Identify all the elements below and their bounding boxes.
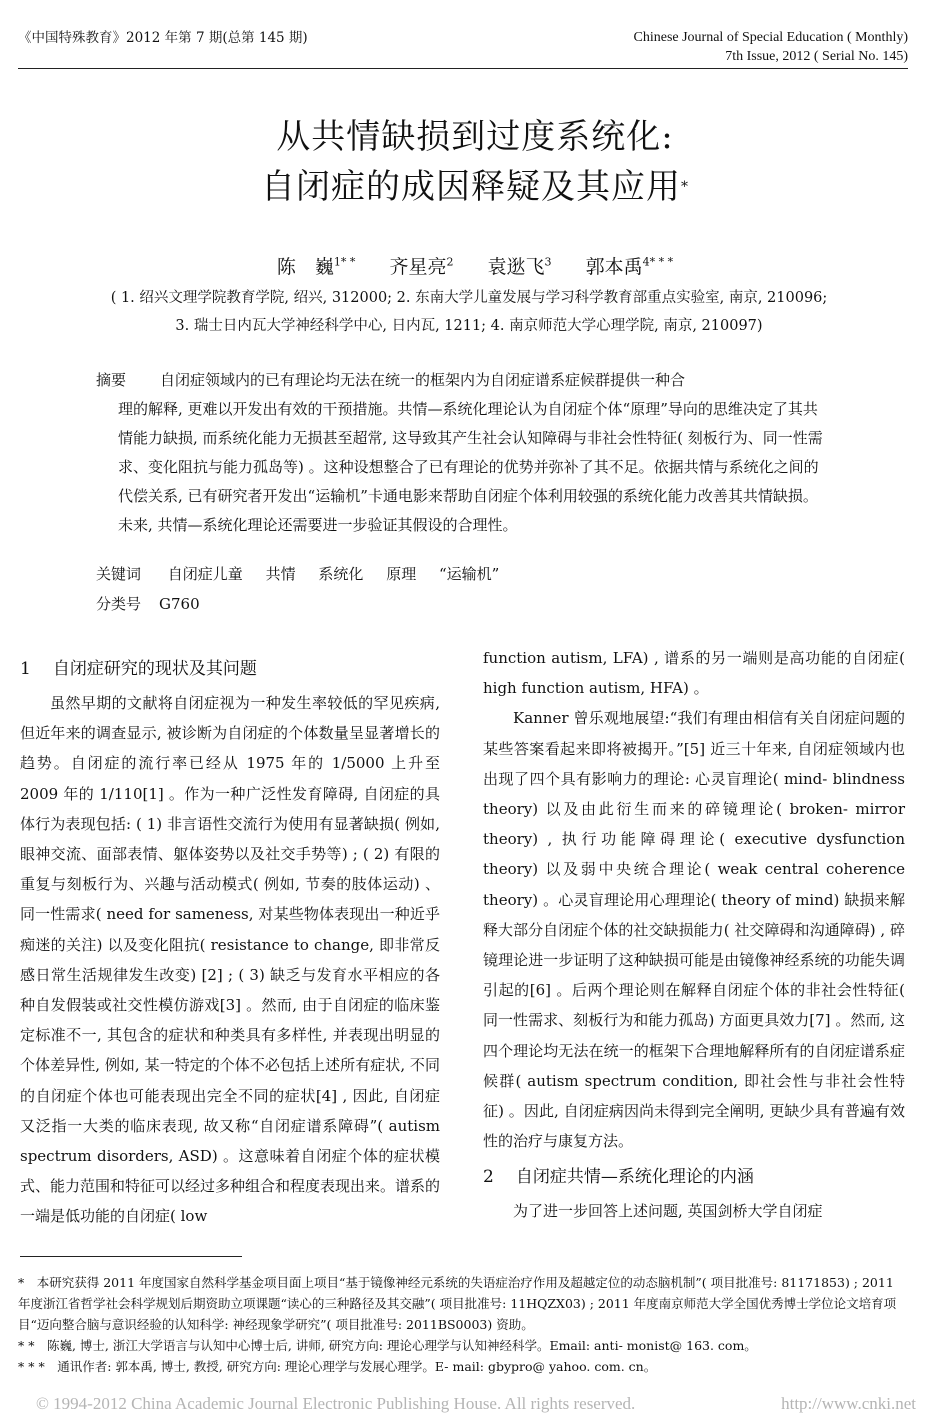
journal-name-en-line1: Chinese Journal of Special Education ( Monthly) xyxy=(633,30,908,45)
footnote: * * 陈巍, 博士, 浙江大学语言与认知中心博士后, 讲师, 研究方向: 理论心理学与认知神经科学。Email: anti- monist@ 163. com。 xyxy=(18,1338,757,1353)
copyright-watermark xyxy=(36,1394,916,1414)
watermark-url: http://www.cnki.net xyxy=(781,1394,916,1413)
affiliations xyxy=(24,284,914,340)
keyword: 原理 xyxy=(386,565,417,583)
article-title xyxy=(0,112,950,212)
footnote: * 本研究获得 2011 年度国家自然科学基金项目面上项目“基于镜像神经元系统的失语症治疗作用及超越定位的动态脑机制”( 项目批准号: 81171853) ; 2011 年度浙江省哲学社会科学规划后期资助立项课题“读心的三种路径及其交融”( 项目批准号: 11HQZX03) ; 2011 年度南京师范大学全国优秀博士学位论文培育项目“迈向整合脑与意识经验的认知科学: 神经现象学研究”( 项目批准号: 2011BS0003) 资助。 xyxy=(18,1275,897,1332)
title-footnote-mark: * xyxy=(681,179,689,195)
journal-name-cn: 《中国特殊教育》2012 年第 7 期(总第 145 期) xyxy=(18,30,308,46)
abstract-text-first: 自闭症领域内的已有理论均无法在统一的框架内为自闭症谱系症候群提供一种合 xyxy=(160,371,686,389)
right-column xyxy=(483,643,905,1227)
author: 齐星亮$^2$ xyxy=(389,255,454,278)
running-header xyxy=(18,0,908,69)
author: 陈 巍$^{1* *}$ xyxy=(276,255,356,278)
classification-code: G760 xyxy=(159,595,200,613)
author: 袁逖飞$^3$ xyxy=(487,255,552,278)
title-line-2-text: 自闭症的成因释疑及其应用 xyxy=(261,167,681,207)
body-paragraph: Kanner 曾乐观地展望:“我们有理由相信有关自闭症问题的某些答案看起来即将被揭开。”[5] 近三十年来, 自闭症领域内也出现了四个具有影响力的理论: 心灵盲理论( mind- blindness theory) 以及由此衍生而来的碎镜理论( broken- mirror theory) , 执行功能障碍理论( executive dysfunction theory) 以及弱中央统合理论( weak central coherence theory) 。心灵盲理论用心理理论( theory of mind) 缺损来解释大部分自闭症个体的社交缺损能力( 社交障碍和沟通障碍) , 碎镜理论进一步证明了这种缺损可能是由镜像神经系统的功能失调引起的[6] 。后两个理论则在解释自闭症个体的非社会性特征( 同一性需求、刻板行为和能力孤岛) 方面更具效力[7] 。然而, 这四个理论均无法在统一的框架下合理地解释所有的自闭症谱系症候群( autism spectrum condition, 即社会性与非社会性特征) 。因此, 自闭症病因尚未得到完全阐明, 更缺少具有普遍有效性的治疗与康复方法。 xyxy=(483,709,905,1151)
affiliation-line-2: 3. 瑞士日内瓦大学神经科学中心, 日内瓦, 1211; 4. 南京师范大学心理学院, 南京, 210097) xyxy=(175,318,763,334)
footnotes xyxy=(18,1272,908,1377)
footnote-divider xyxy=(20,1256,242,1257)
author-list xyxy=(0,252,950,279)
section-heading-1 xyxy=(20,654,440,684)
section-heading-2 xyxy=(483,1162,905,1192)
title-line-1: 从共情缺损到过度系统化: xyxy=(276,117,674,157)
abstract xyxy=(96,366,824,540)
author: 郭本禹$^{4* * *}$ xyxy=(585,255,674,278)
watermark-copyright: © 1994-2012 China Academic Journal Electronic Publishing House. All rights reserved. xyxy=(36,1394,636,1413)
keyword: “运输机” xyxy=(438,565,500,583)
abstract-text-rest: 理的解释, 更难以开发出有效的干预措施。共情—系统化理论认为自闭症个体“原理”导向的思维决定了其共情能力缺损, 而系统化能力无损甚至超常, 这导致其产生社会认知障碍与非社会性特征( 刻板行为、同一性需求、变化阻抗与能力孤岛等) 。这种设想整合了已有理论的优势并弥补了其不足。依据共情与系统化之间的代偿关系, 已有研究者开发出“运输机”卡通电影来帮助自闭症个体利用较强的系统化能力改善其共情缺损。未来, 共情—系统化理论还需要进一步验证其假设的合理性。 xyxy=(118,400,823,534)
journal-issue-en: 7th Issue, 2012 ( Serial No. 145) xyxy=(725,49,908,64)
abstract-label: 摘要 xyxy=(96,371,127,389)
section-title: 自闭症研究的现状及其问题 xyxy=(52,659,257,679)
keyword: 自闭症儿童 xyxy=(167,565,243,583)
classification-label: 分类号 xyxy=(96,595,142,613)
keywords-label: 关键词 xyxy=(96,565,142,583)
body-paragraph: 虽然早期的文献将自闭症视为一种发生率较低的罕见疾病, 但近年来的调查显示, 被诊断为自闭症的个体数量呈显著增长的趋势。自闭症的流行率已经从 1975 年的 1/5000 上升至 2009 年的 1/110[1] 。作为一种广泛性发育障碍, 自闭症的具体行为表现包括: ( 1) 非言语性交流行为使用有显著缺损( 例如, 眼神交流、面部表情、躯体姿势以及社交手势等) ; ( 2) 有限的重复与刻板行为、兴趣与活动模式( 例如, 节奏的肢体运动) 、同一性需求( need for sameness, 对某些物体表现出一种近乎痴迷的关注) 以及变化阻抗( resistance to change, 即非常反感日常生活规律发生改变) [2] ; ( 3) 缺乏与发育水平相应的各种自发假装或社交性模仿游戏[3] 。然而, 由于自闭症的临床鉴定标准不一, 其包含的症状和种类具有多样性, 并表现出明显的个体差异性, 例如, 某一特定的个体不必包括上述所有症状, 不同的自闭症个体也可能表现出完全不同的症状[4] , 因此, 自闭症又泛指一大类的临床表现, 故又称“自闭症谱系障碍”( autism spectrum disorders, ASD) 。这意味着自闭症个体的症状模式、能力范围和特征可以经过多种组合和程度表现出来。谱系的一端是低功能的自闭症( low xyxy=(20,694,441,1226)
left-column xyxy=(20,654,440,1232)
title-line-2 xyxy=(0,162,950,212)
section-number: 2 xyxy=(483,1167,494,1188)
keyword: 系统化 xyxy=(318,565,364,583)
classification xyxy=(96,590,200,619)
section-title: 自闭症共情—系统化理论的内涵 xyxy=(515,1167,754,1188)
body-paragraph: function autism, LFA) , 谱系的另一端则是高功能的自闭症( high function autism, HFA) 。 xyxy=(483,649,905,698)
keyword: 共情 xyxy=(265,565,296,583)
footnote: * * * 通讯作者: 郭本禹, 博士, 教授, 研究方向: 理论心理学与发展心理学。E- mail: gbypro@ yahoo. com. cn。 xyxy=(18,1359,657,1374)
section-number: 1 xyxy=(20,659,31,679)
affiliation-line-1: ( 1. 绍兴文理学院教育学院, 绍兴, 312000; 2. 东南大学儿童发展与学习科学教育部重点实验室, 南京, 210096; xyxy=(110,290,828,306)
keywords xyxy=(96,560,517,589)
journal-name-en xyxy=(634,28,909,66)
body-paragraph: 为了进一步回答上述问题, 英国剑桥大学自闭症 xyxy=(513,1202,823,1221)
